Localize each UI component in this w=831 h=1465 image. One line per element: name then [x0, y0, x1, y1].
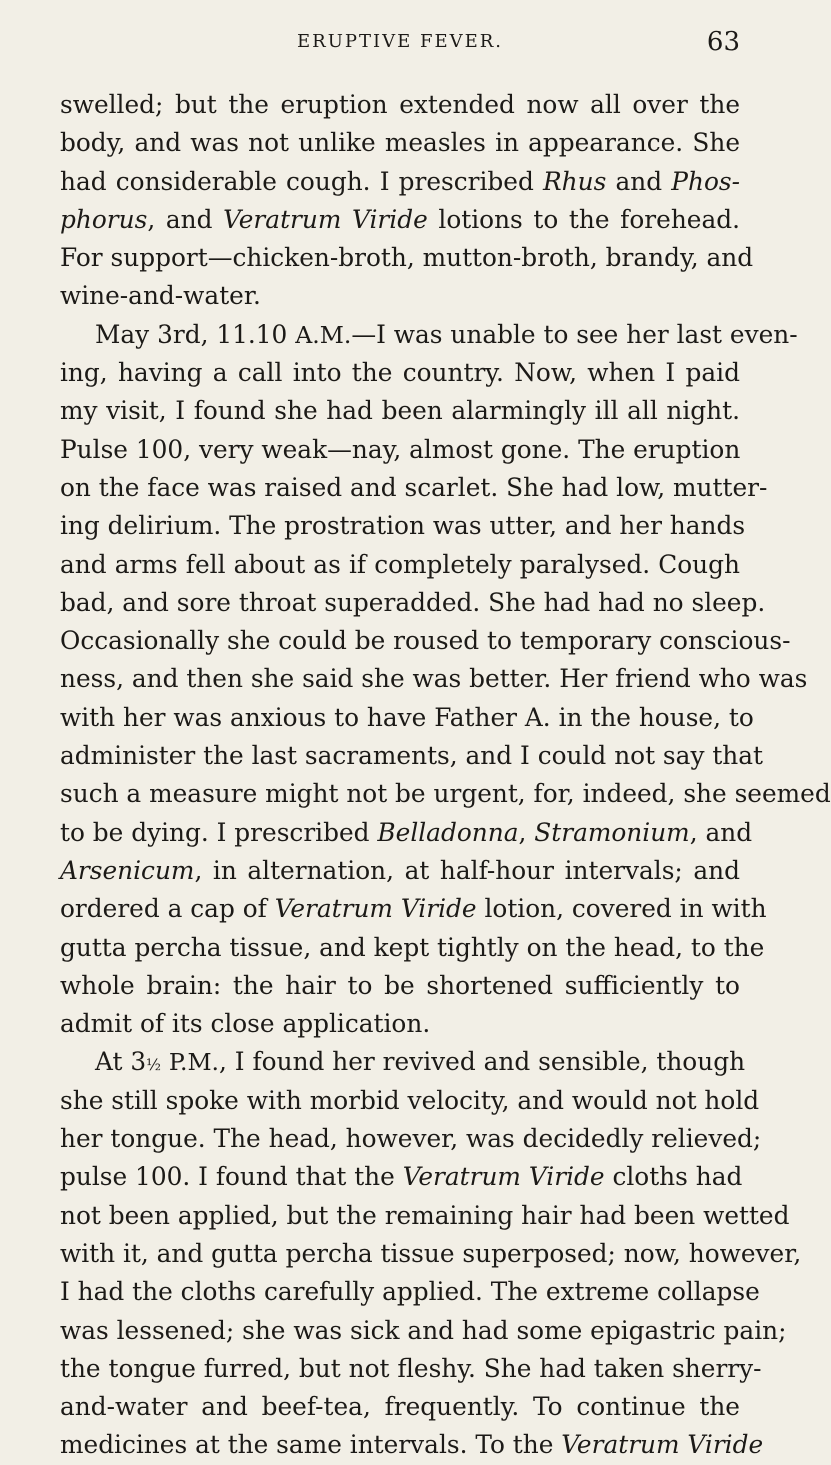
text-line: not been applied, but the remaining hair had been wetted [60, 1200, 790, 1230]
text-line: to be dying. I prescribed Belladonna, Stramonium, and [60, 817, 753, 847]
text-line: her tongue. The head, however, was decidedly relieved; [60, 1124, 762, 1154]
remedy-name: Arsenicum [60, 855, 195, 885]
remedy-name: Veratrum Viride [223, 204, 428, 234]
remedy-name: Rhus [543, 166, 607, 196]
text-line: the tongue furred, but not fleshy. She had taken sherry- [60, 1353, 762, 1383]
running-head: ERUPTIVE FEVER. [297, 31, 503, 52]
text-line: and-water and beef-tea, frequently. To continue the [60, 1392, 740, 1422]
text-line: and arms fell about as if completely paralysed. Cough [60, 549, 740, 579]
text-line: on the face was raised and scarlet. She had low, mutter- [60, 472, 768, 502]
time-abbrev: A.M. [295, 320, 352, 349]
body-text [60, 86, 831, 1465]
remedy-name: Stramonium [534, 817, 690, 847]
text-line: such a measure might not be urgent, for, indeed, she seemed [60, 779, 831, 809]
text-line: medicines at the same intervals. To the Veratrum Viride [60, 1430, 764, 1460]
text-line: wine-and-water. [60, 281, 261, 311]
page-number: 63 [706, 27, 740, 57]
text-line: my visit, I found she had been alarmingly ill all night. [60, 396, 740, 426]
text-line: was lessened; she was sick and had some epigastric pain; [60, 1315, 787, 1345]
time-abbrev: P.M. [168, 1048, 220, 1077]
remedy-name: Veratrum Viride [402, 1162, 605, 1192]
text-line: At 3½ P.M., I found her revived and sensible, though [60, 1043, 740, 1081]
text-line: bad, and sore throat superadded. She had had no sleep. [60, 587, 766, 617]
page-header [60, 20, 740, 64]
remedy-name: Phos- [671, 166, 740, 196]
text-line: administer the last sacraments, and I could not say that [60, 741, 764, 771]
text-line: Pulse 100, very weak—nay, almost gone. The eruption [60, 434, 741, 464]
text-line: phorus, and Veratrum Viride lotions to the forehead. [60, 204, 740, 234]
text-line: ordered a cap of Veratrum Viride lotion, covered in with [60, 894, 767, 924]
remedy-name: Belladonna [377, 817, 519, 847]
text-line: I had the cloths carefully applied. The extreme collapse [60, 1277, 760, 1307]
text-line: swelled; but the eruption extended now all over the [60, 90, 740, 119]
fraction: ½ [146, 1056, 161, 1075]
text-line: ness, and then she said she was better. Her friend who was [60, 664, 808, 694]
remedy-name: phorus [60, 204, 148, 234]
text-line: ing, having a call into the country. Now, when I paid [60, 358, 740, 388]
text-line: whole brain: the hair to be shortened sufficiently to [60, 970, 740, 1000]
remedy-name: Veratrum Viride [274, 894, 477, 924]
text-line: admit of its close application. [60, 1009, 431, 1039]
text-line: had considerable cough. I prescribed Rhus and Phos- [60, 166, 740, 196]
text-line: gutta percha tissue, and kept tightly on the head, to the [60, 932, 765, 962]
text-line: pulse 100. I found that the Veratrum Viride cloths had [60, 1162, 743, 1192]
text-line: with it, and gutta percha tissue superposed; now, however, [60, 1238, 802, 1268]
remedy-name: Veratrum Viride [561, 1430, 764, 1460]
text-line: ing delirium. The prostration was utter, and her hands [60, 511, 746, 541]
text-line: Arsenicum, in alternation, at half-hour intervals; and [60, 855, 740, 885]
text-line: For support—chicken-broth, mutton-broth, brandy, and [60, 243, 754, 273]
text-line: May 3rd, 11.10 A.M.—I was unable to see her last even- [95, 319, 798, 349]
text-line: with her was anxious to have Father A. in the house, to [60, 702, 754, 732]
text-line: she still spoke with morbid velocity, and would not hold [60, 1085, 760, 1115]
text-line: body, and was not unlike measles in appearance. She [60, 128, 740, 158]
text-line: Occasionally she could be roused to temporary conscious- [60, 626, 791, 656]
